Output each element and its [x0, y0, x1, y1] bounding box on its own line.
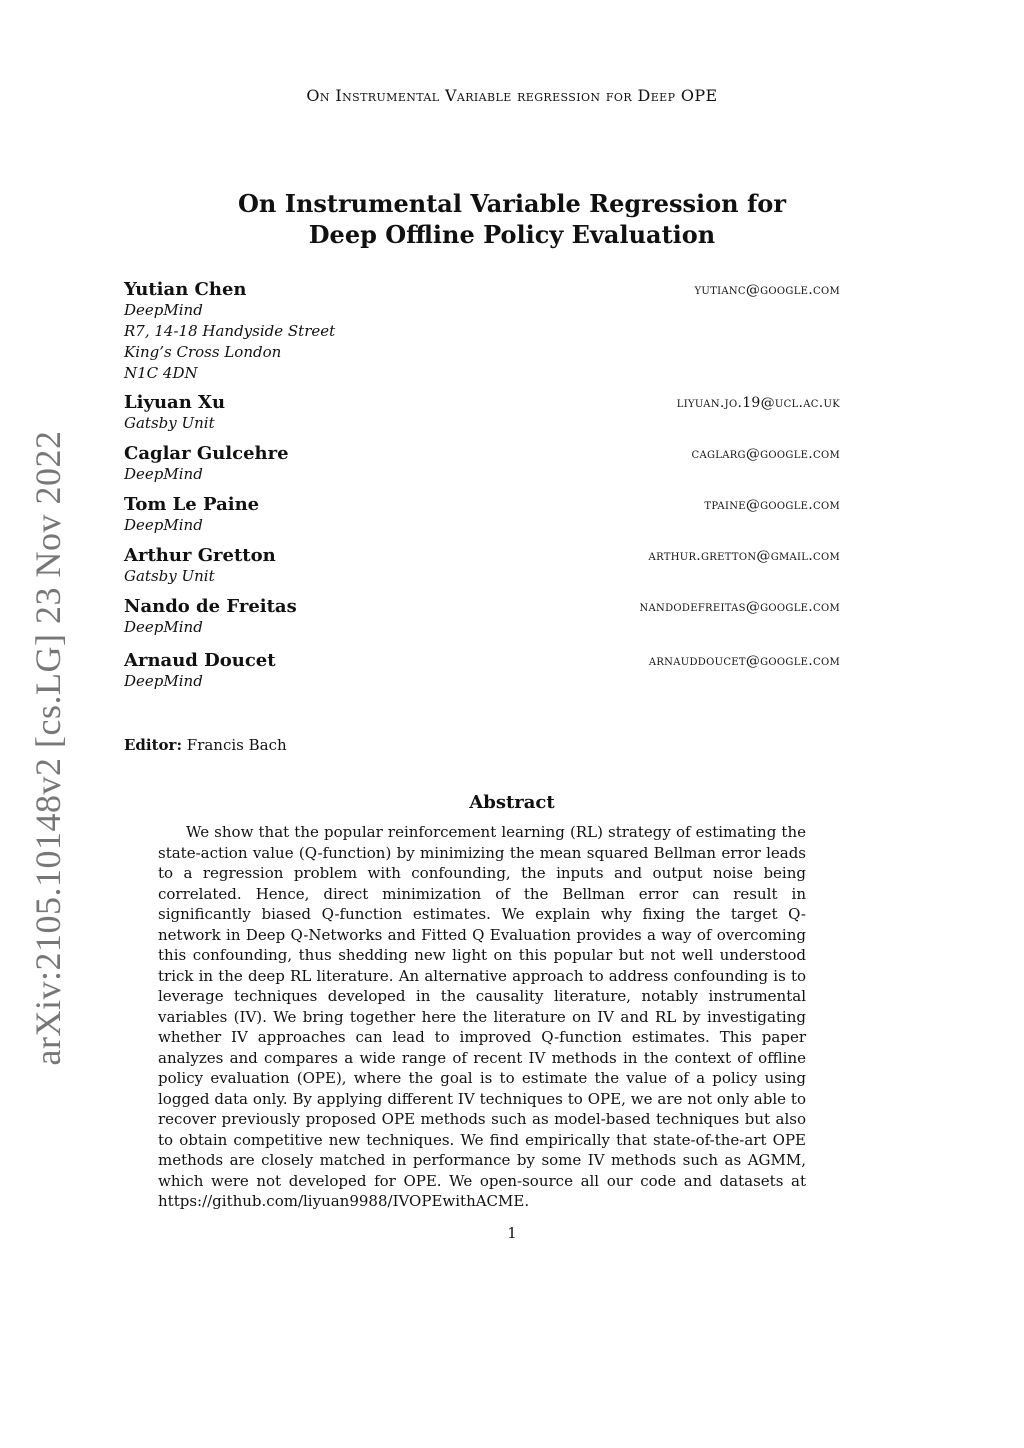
- author-address-line: R7, 14-18 Handyside Street: [124, 322, 336, 340]
- author-block: [124, 393, 840, 434]
- author-affiliation: Gatsby Unit: [124, 414, 215, 432]
- author-affiliation: DeepMind: [124, 465, 203, 483]
- author-block: [124, 444, 840, 485]
- author-email[interactable]: liyuan.jo.19@ucl.ac.uk: [676, 395, 840, 411]
- author-email[interactable]: yutianc@google.com: [694, 282, 840, 298]
- author-list-continued: [124, 444, 840, 495]
- author-list: [124, 280, 840, 394]
- author-name: Tom Le Paine: [124, 494, 260, 515]
- author-list-continued: [124, 651, 840, 702]
- author-name: Arnaud Doucet: [124, 650, 276, 671]
- page-number: 1: [507, 1224, 517, 1242]
- running-head: On Instrumental Variable regression for Deep OPE: [306, 86, 718, 105]
- author-affiliation: DeepMind: [124, 672, 203, 690]
- author-affiliation: Gatsby Unit: [124, 567, 215, 585]
- editor-name: Francis Bach: [186, 736, 287, 754]
- author-name: Liyuan Xu: [124, 392, 226, 413]
- abstract-body: We show that the popular reinforcement learning (RL) strategy of estimating the state-action value (Q-function) by minimizing the mean squared Bellman error leads to a regression problem with confounding, the inputs and output noise being correlated. Hence, direct minimization of the Bellman error can result in significantly biased Q-function estimates. We explain why fixing the target Q-network in Deep Q-Networks and Fitted Q Evaluation provides a way of overcoming this confounding, thus shedding new light on this popular but not well understood trick in the deep RL literature. An alternative approach to address confounding is to leverage techniques developed in the causality literature, notably instrumental variables (IV). We bring together here the literature on IV and RL by investigating whether IV approaches can lead to improved Q-function estimates. This paper analyzes and compares a wide range of recent IV methods in the context of offline policy evaluation (OPE), where the goal is to estimate the value of a policy using logged data only. By applying different IV techniques to OPE, we are not only able to recover previously proposed OPE methods such as model-based techniques but also to obtain competitive new techniques. We find empirically that state-of-the-art OPE methods are closely matched in performance by some IV methods such as AGMM, which were not developed for OPE. We open-source all our code and datasets at https://github.com/liyuan9988/IVOPEwithACME.: [158, 823, 806, 1210]
- abstract-heading: Abstract: [469, 792, 555, 813]
- author-block: [124, 597, 840, 638]
- editor-line: [124, 736, 287, 754]
- author-name: Yutian Chen: [124, 279, 247, 300]
- author-block: [124, 546, 840, 587]
- paper-title: [0, 188, 1024, 250]
- paper-title-line-2: Deep Offline Policy Evaluation: [308, 220, 716, 249]
- author-email[interactable]: tpaine@google.com: [704, 497, 840, 513]
- author-affiliation: DeepMind: [124, 618, 203, 636]
- author-name: Caglar Gulcehre: [124, 443, 289, 464]
- arxiv-identifier-stamp[interactable]: arXiv:2105.10148v2 [cs.LG] 23 Nov 2022: [28, 430, 68, 1066]
- author-affiliation: DeepMind: [124, 301, 203, 319]
- author-block: [124, 495, 840, 536]
- author-block: [124, 651, 840, 692]
- author-email[interactable]: nandodefreitas@google.com: [639, 599, 840, 615]
- author-affiliation: DeepMind: [124, 516, 203, 534]
- author-list-continued: [124, 495, 840, 546]
- author-address-line: N1C 4DN: [124, 364, 198, 382]
- author-email[interactable]: caglarg@google.com: [691, 446, 840, 462]
- author-block: [124, 280, 840, 384]
- author-name: Arthur Gretton: [124, 545, 276, 566]
- paper-title-line-1: On Instrumental Variable Regression for: [238, 189, 786, 218]
- author-list-continued: [124, 393, 840, 444]
- author-email[interactable]: arthur.gretton@gmail.com: [648, 548, 840, 564]
- author-email[interactable]: arnauddoucet@google.com: [648, 653, 840, 669]
- author-list-continued: [124, 597, 840, 648]
- author-list-continued: [124, 546, 840, 597]
- author-name: Nando de Freitas: [124, 596, 297, 617]
- editor-label: Editor:: [124, 736, 182, 754]
- author-address-line: King’s Cross London: [124, 343, 282, 361]
